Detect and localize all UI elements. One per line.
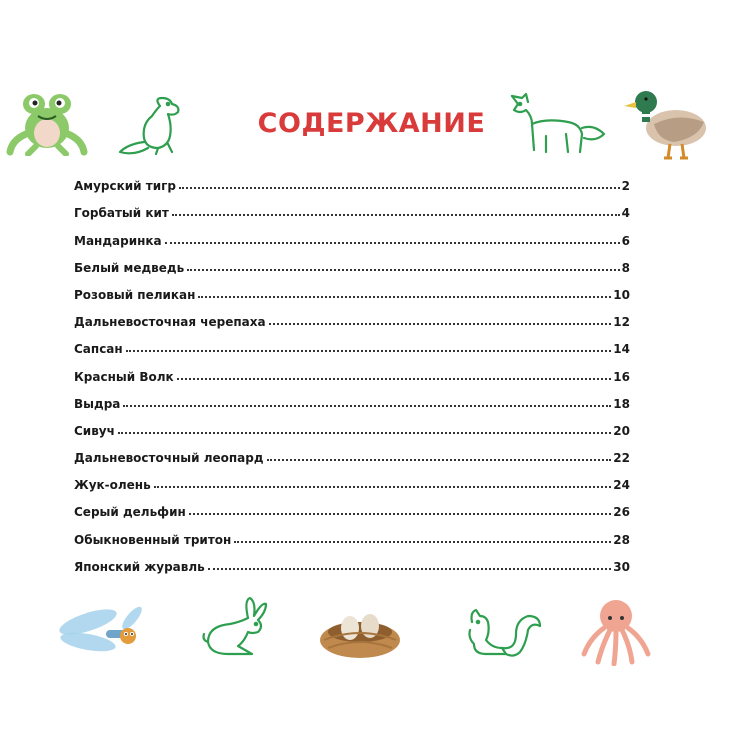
toc-entry-label: Серый дельфин	[74, 505, 189, 519]
duck-illustration	[624, 84, 714, 162]
toc-entry-label: Розовый пеликан	[74, 288, 198, 302]
toc-entry[interactable]	[74, 275, 630, 302]
toc-entry-label: Сивуч	[74, 424, 118, 438]
octopus-illustration	[580, 598, 652, 666]
dragonfly-illustration	[58, 600, 148, 666]
toc-entry[interactable]	[74, 384, 630, 411]
toc-entry-page: 8	[621, 260, 630, 275]
fox-outline-icon	[506, 90, 608, 158]
dot-leader	[177, 378, 612, 380]
toc-entry[interactable]	[74, 166, 630, 193]
rabbit-outline-icon	[200, 596, 272, 660]
toc-entry-page: 20	[613, 423, 630, 438]
toc-entry-label: Жук-олень	[74, 478, 154, 492]
dot-leader	[208, 568, 612, 570]
toc-entry-page: 14	[613, 342, 630, 357]
dot-leader	[198, 296, 611, 298]
squirrel-outline-icon	[462, 604, 544, 662]
toc-entry-page: 18	[613, 396, 630, 411]
toc-entry[interactable]	[74, 248, 630, 275]
toc-entry-page: 30	[613, 559, 630, 574]
toc-entry-page: 4	[621, 206, 630, 221]
dot-leader	[123, 405, 611, 407]
toc-entry-label: Амурский тигр	[74, 179, 179, 193]
toc-entry[interactable]	[74, 547, 630, 574]
toc-entry-label: Сапсан	[74, 342, 126, 356]
dot-leader	[187, 269, 619, 271]
toc-entry[interactable]	[74, 492, 630, 519]
dot-leader	[267, 459, 612, 461]
toc-entry-label: Красный Волк	[74, 370, 177, 384]
toc-entry[interactable]	[74, 329, 630, 356]
toc-entry-label: Дальневосточная черепаха	[74, 315, 269, 329]
table-of-contents	[74, 166, 630, 574]
toc-entry-page: 2	[621, 179, 630, 194]
toc-entry-page: 28	[613, 532, 630, 547]
toc-entry-page: 6	[621, 233, 630, 248]
toc-entry[interactable]	[74, 302, 630, 329]
toc-entry[interactable]	[74, 220, 630, 247]
toc-entry-page: 22	[613, 451, 630, 466]
toc-entry-page: 10	[613, 287, 630, 302]
nest-with-eggs-illustration	[318, 606, 402, 660]
toc-entry-label: Японский журавль	[74, 560, 208, 574]
toc-entry[interactable]	[74, 465, 630, 492]
dot-leader	[234, 541, 611, 543]
toc-entry-page: 12	[613, 315, 630, 330]
toc-entry-page: 24	[613, 478, 630, 493]
toc-entry-label: Обыкновенный тритон	[74, 533, 234, 547]
dot-leader	[179, 187, 620, 189]
toc-entry-page: 16	[613, 369, 630, 384]
dot-leader	[118, 432, 611, 434]
dot-leader	[154, 486, 612, 488]
toc-entry[interactable]	[74, 411, 630, 438]
toc-entry-label: Дальневосточный леопард	[74, 451, 267, 465]
dot-leader	[189, 513, 612, 515]
toc-entry-label: Мандаринка	[74, 234, 165, 248]
toc-entry[interactable]	[74, 356, 630, 383]
dot-leader	[126, 350, 612, 352]
toc-entry[interactable]	[74, 193, 630, 220]
toc-entry[interactable]	[74, 438, 630, 465]
dot-leader	[269, 323, 612, 325]
toc-entry-page: 26	[613, 505, 630, 520]
toc-entry-label: Выдра	[74, 397, 123, 411]
dot-leader	[172, 214, 620, 216]
toc-entry-label: Горбатый кит	[74, 206, 172, 220]
toc-entry[interactable]	[74, 519, 630, 546]
dot-leader	[165, 242, 620, 244]
toc-entry-label: Белый медведь	[74, 261, 187, 275]
page-title: СОДЕРЖАНИЕ	[257, 108, 486, 139]
